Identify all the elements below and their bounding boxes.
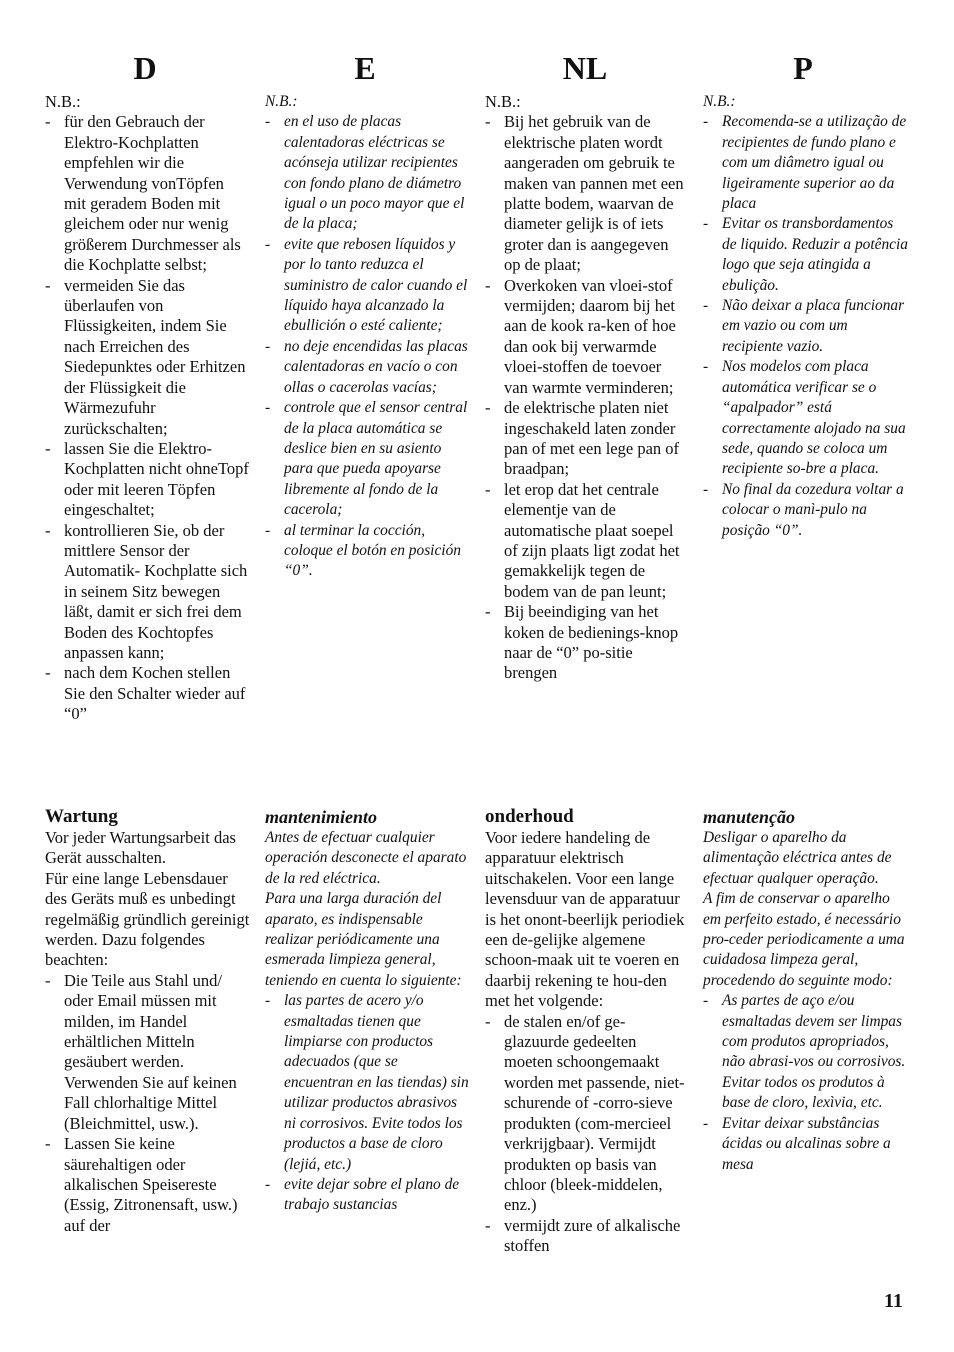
maintenance-section-d (45, 806, 250, 1236)
note-item: - al terminar la cocción, coloque el botón en posición “0”. (265, 521, 470, 582)
note-item: - Overkoken van vloei-stof vermijden; daarom bij het aan de kook ra-ken of hoe dan ook bij verwarmde vloei-stoffen de toevoer van warmte verminderen; (485, 276, 688, 398)
notes-section-nl (485, 92, 688, 684)
note-item: - kontrollieren Sie, ob der mittlere Sensor der Automatik- Kochplatte sich in seinem Sitz bewegen läßt, damit er sich frei dem Boden des Kochtopfes anpassen kann; (45, 521, 250, 664)
maintenance-heading-nl: onderhoud (485, 806, 574, 827)
note-list-e (265, 112, 470, 581)
maintenance-item: - Lassen Sie keine säurehaltigen oder alkalischen Speisereste (Essig, Zitronensaft, usw.) auf der (45, 1134, 250, 1236)
note-list-nl (485, 112, 688, 683)
maintenance-item: - Evitar deixar substâncias ácidas ou alcalinas sobre a mesa (703, 1114, 908, 1175)
maintenance-list-d (45, 971, 250, 1236)
language-heading-d: D (133, 50, 157, 86)
note-item: - lassen Sie die Elektro-Kochplatten nicht ohneTopf oder mit leeren Töpfen eingeschaltet; (45, 439, 250, 521)
language-heading-nl: NL (562, 50, 608, 86)
language-heading-p: P (793, 50, 813, 86)
note-item: - No final da cozedura voltar a colocar o manì-pulo na posição “0”. (703, 480, 908, 541)
note-list-p (703, 112, 908, 541)
maintenance-item: - Die Teile aus Stahl und/ oder Email müssen mit milden, im Handel erhältlichen Mitteln gesäubert werden. Verwenden Sie auf keinen Fall chlorhaltige Mittel (Bleichmittel, usw.). (45, 971, 250, 1134)
note-item: - controle que el sensor central de la placa automática se deslice bien en su asiento para que pueda apoyarse libremente al fondo de la cacerola; (265, 398, 470, 520)
note-label-p: N.B.: (703, 93, 736, 110)
maintenance-section-e (265, 806, 470, 1216)
maintenance-paragraph: Para una larga duración del aparato, es indispensable realizar periódicamente una esmerada limpieza general, teniendo en cuenta lo siguiente: (265, 890, 462, 989)
maintenance-item: - de stalen en/of ge-glazuurde gedeelten moeten schoongemaakt worden met passende, niet-schurende of -corro-sieve produkten (com-mercieel verkrijgbaar). Vermijdt produkten op basis van chloor (bleek-middelen, enz.) (485, 1012, 688, 1216)
maintenance-list-p (703, 991, 908, 1175)
maintenance-heading-e: mantenimiento (265, 807, 378, 827)
note-item: - Bij beeindiging van het koken de bedienings-knop naar de “0” po-sitie brengen (485, 602, 688, 684)
note-item: - für den Gebrauch der Elektro-Kochplatten empfehlen wir die Verwendung vonTöpfen mit geradem Boden mit gleichem oder nur wenig größerem Durchmesser als die Kochplatte selbst; (45, 112, 250, 275)
maintenance-paragraph: Für eine lange Lebensdauer des Geräts muß es unbedingt regelmäßig gründlich gereinigt werden. Dazu folgendes beachten: (45, 868, 250, 970)
note-item: - en el uso de placas calentadoras eléctricas se acónseja utilizar recipientes con fondo plano de diámetro igual o un poco mayor que el de la placa; (265, 112, 470, 234)
note-item: - no deje encendidas las placas calentadoras en vacío o con ollas o cacerolas vacías; (265, 337, 470, 398)
maintenance-heading-d: Wartung (45, 806, 118, 827)
maintenance-item: - As partes de aço e/ou esmaltadas devem ser limpas com produtos apropriados, não abrasi-vos ou corrosivos. Evitar todos os produtos à base de cloro, lexìvia, etc. (703, 991, 908, 1113)
notes-section-e (265, 92, 470, 582)
note-item: - Evitar os transbordamentos de liquido. Reduzir a potência logo que seja atingida a ebulição. (703, 214, 908, 296)
maintenance-paragraph: Vor jeder Wartungsarbeit das Gerät ausschalten. (45, 828, 236, 868)
note-item: - Nos modelos com placa automática verificar se o “apalpador” está correctamente alojado na sua sede, quando se coloca um recipiente so-bre a placa. (703, 357, 908, 479)
notes-section-d (45, 92, 250, 725)
maintenance-item: - vermijdt zure of alkalische stoffen (485, 1216, 688, 1257)
maintenance-item: - evite dejar sobre el plano de trabajo sustancias (265, 1175, 470, 1216)
note-item: - Não deixar a placa funcionar em vazio ou com um recipiente vazio. (703, 296, 908, 357)
maintenance-paragraph: Antes de efectuar cualquier operación desconecte el aparato de la red eléctrica. (265, 829, 467, 887)
maintenance-section-nl (485, 806, 688, 1257)
maintenance-heading-p: manutenção (703, 807, 796, 827)
note-item: - nach dem Kochen stellen Sie den Schalter wieder auf “0” (45, 663, 250, 724)
maintenance-paragraph: A fim de conservar o aparelho em perfeito estado, é necessário pro-ceder periodicamente a uma cuidadosa limpeza geral, procedendo do seguinte modo: (703, 890, 905, 989)
language-heading-e: E (354, 50, 376, 86)
note-item: - evite que rebosen líquidos y por lo tanto reduzca el suministro de calor cuando el líquido haya alcanzado la ebullición o esté caliente; (265, 235, 470, 337)
maintenance-section-p (703, 806, 908, 1175)
maintenance-paragraph: Voor iedere handeling de apparatuur elektrisch uitschakelen. Voor een lange levensduur van de apparatuur is het onont-beerlijk periodiek een de-gelijke algemene schoon-maak uit te voeren en daarbij rekening te hou-den met het volgende: (485, 828, 685, 1011)
page-number: 11 (884, 1290, 903, 1312)
note-item: - let erop dat het centrale elementje van de automatische plaat soepel of zijn plaats ligt zodat het gemakkelijk tegen de bodem van de pan leunt; (485, 480, 688, 602)
maintenance-paragraph: Desligar o aparelho da alimentação eléctrica antes de efectuar qualquer operação. (703, 829, 892, 887)
note-item: - de elektrische platen niet ingeschakeld laten zonder pan of met een lege pan of braadpan; (485, 398, 688, 480)
maintenance-list-nl (485, 1012, 688, 1257)
note-item: - Bij het gebruik van de elektrische platen wordt aangeraden om gebruik te maken van pannen met een platte bodem, waarvan de diameter gelijk is of iets groter dan is aangegeven op de plaat; (485, 112, 688, 275)
maintenance-item: - las partes de acero y/o esmaltadas tienen que limpiarse con productos adecuados (que se encuentran en las tiendas) sin utilizar productos abrasivos ni corrosivos. Evite todos los productos a base de cloro (lejiá, etc.) (265, 991, 470, 1175)
note-item: - Recomenda-se a utilização de recipientes de fundo plano e com um diâmetro igual ou ligeiramente superior ao da placa (703, 112, 908, 214)
note-list-d (45, 112, 250, 724)
note-label-d: N.B.: (45, 92, 81, 111)
note-label-e: N.B.: (265, 93, 298, 110)
notes-section-p (703, 92, 908, 541)
note-item: - vermeiden Sie das überlaufen von Flüssigkeiten, indem Sie nach Erreichen des Siedepunktes oder Erhitzen der Flüssigkeit die Wärmezufuhr zurückschalten; (45, 276, 250, 439)
note-label-nl: N.B.: (485, 92, 521, 111)
maintenance-list-e (265, 991, 470, 1215)
